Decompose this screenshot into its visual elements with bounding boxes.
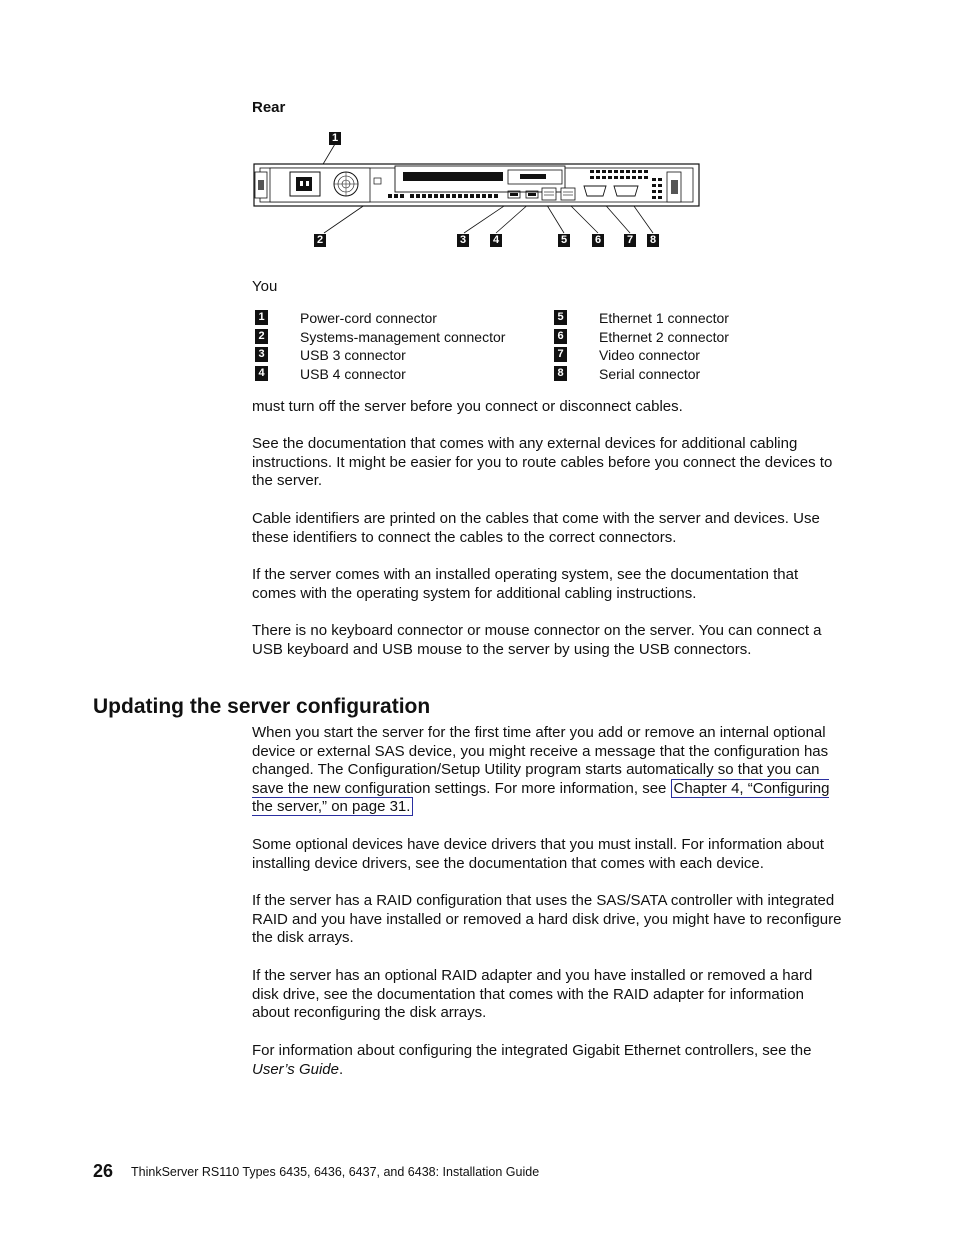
rear-panel-diagram	[252, 128, 704, 253]
legend-badge: 7	[554, 347, 567, 362]
legend-badge: 6	[554, 329, 567, 344]
paragraph-text: When you start the server for the first time after you add or remove an internal optional device or external SAS device, you might receive a message that the configuration has changed. The Configuration/Setup Utility program starts automatically so that you can save the new configuration settings. For more information, see	[252, 724, 829, 797]
paragraph-text: For information about configuring the integrated Gigabit Ethernet controllers, see the	[252, 1042, 812, 1059]
legend-label: Systems-management connector	[300, 329, 506, 345]
paragraph: There is no keyboard connector or mouse connector on the server. You can connect a USB keyboard and USB mouse to the server by using the USB connectors.	[252, 622, 822, 658]
paragraph	[252, 1042, 842, 1079]
legend-label: Power-cord connector	[300, 310, 437, 326]
callout-2: 2	[314, 234, 326, 247]
section-heading: Updating the server configuration	[93, 695, 431, 718]
legend-label: Serial connector	[599, 366, 701, 382]
callout-6: 6	[592, 234, 604, 247]
legend-badge: 3	[255, 347, 268, 362]
paragraph: must turn off the server before you connect or disconnect cables.	[252, 398, 683, 415]
paragraph: If the server comes with an installed operating system, see the documentation that comes with the operating system for additional cabling instructions.	[252, 566, 799, 602]
diagram-title: Rear	[252, 99, 286, 116]
paragraph: If the server has a RAID configuration that uses the SAS/SATA controller with integrated RAID and you have installed or removed a hard disk drive, you might have to reconfigure the disk arrays.	[252, 892, 842, 947]
legend-label: USB 3 connector	[300, 347, 406, 363]
paragraph: Cable identifiers are printed on the cables that come with the server and devices. Use these identifiers to connect the cables to the correct connectors.	[252, 510, 820, 546]
legend-label: Ethernet 2 connector	[599, 329, 729, 345]
callout-1: 1	[329, 132, 341, 145]
legend-badge: 8	[554, 366, 567, 381]
paragraph-end: .	[338, 1060, 344, 1078]
callout-3: 3	[457, 234, 469, 247]
callout-7: 7	[624, 234, 636, 247]
footer-title: ThinkServer RS110 Types 6435, 6436, 6437, and 6438: Installation Guide	[131, 1165, 540, 1179]
legend-badge: 5	[554, 310, 567, 325]
you-text: You	[252, 278, 278, 295]
legend-badge: 1	[255, 310, 268, 325]
legend-label: Ethernet 1 connector	[599, 310, 729, 326]
callout-4: 4	[490, 234, 502, 247]
callout-8: 8	[647, 234, 659, 247]
legend-label: USB 4 connector	[300, 366, 406, 382]
page-number: 26	[93, 1161, 114, 1181]
paragraph	[252, 724, 842, 817]
callout-5: 5	[558, 234, 570, 247]
paragraph: If the server has an optional RAID adapter and you have installed or removed a hard disk drive, see the documentation that comes with the RAID adapter for information about reconfiguring the disk arrays.	[252, 967, 813, 1022]
users-guide-title: User’s Guide	[252, 1060, 339, 1078]
legend-badge: 4	[255, 366, 268, 381]
legend-label: Video connector	[599, 347, 700, 363]
paragraph: See the documentation that comes with any external devices for additional cabling instructions. It might be easier for you to route cables before you connect the devices to the server.	[252, 435, 833, 490]
paragraph: Some optional devices have device drivers that you must install. For information about installing device drivers, see the documentation that comes with each device.	[252, 836, 824, 872]
legend-badge: 2	[255, 329, 268, 344]
chapter-4-link[interactable]: Chapter 4, “Configuring the server,” on page 31.	[252, 779, 830, 816]
